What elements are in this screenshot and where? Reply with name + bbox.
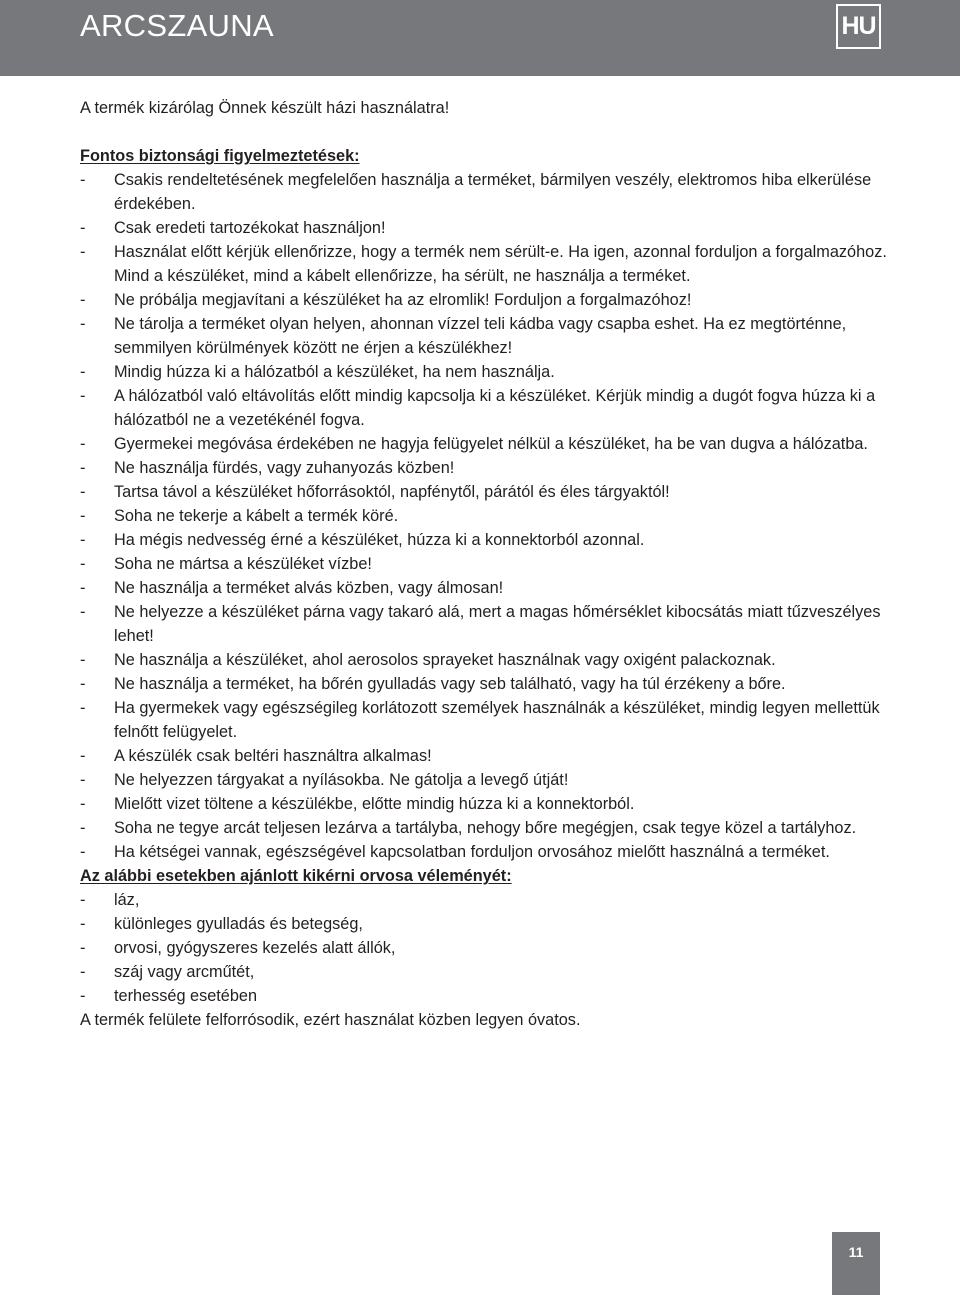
safety-warning-item-text: Soha ne tegye arcát teljesen lezárva a tartályba, nehogy bőre megégjen, csak tegye közel a tartályhoz. — [114, 819, 857, 837]
safety-warning-item-text: A készülék csak beltéri használtra alkalmas! — [114, 747, 432, 765]
list-dash-marker: - — [80, 675, 86, 693]
list-dash-marker: - — [80, 651, 86, 669]
page-number: 11 — [832, 1232, 880, 1295]
doctor-consult-item — [80, 888, 890, 912]
list-dash-marker: - — [80, 243, 86, 261]
doctor-heading: Az alábbi esetekben ajánlott kikérni orvosa véleményét: — [80, 867, 512, 885]
list-dash-marker: - — [80, 891, 86, 909]
list-dash-marker: - — [80, 915, 86, 933]
doctor-consult-item — [80, 984, 890, 1008]
list-dash-marker: - — [80, 555, 86, 573]
safety-warning-item — [80, 288, 890, 312]
doctor-consult-item-text: terhesség esetében — [114, 987, 258, 1005]
list-dash-marker: - — [80, 579, 86, 597]
doctor-consult-item-text: száj vagy arcműtét, — [114, 963, 255, 981]
doctor-consult-item-text: láz, — [114, 891, 140, 909]
safety-warning-item — [80, 168, 890, 216]
safety-warning-item-text: Ne használja a készüléket, ahol aerosolos sprayeket használnak vagy oxigént palackoznak. — [114, 651, 776, 669]
safety-warning-item-text: Ne helyezzen tárgyakat a nyílásokba. Ne gátolja a levegő útját! — [114, 771, 569, 789]
list-dash-marker: - — [80, 507, 86, 525]
safety-warning-item — [80, 240, 890, 288]
list-dash-marker: - — [80, 459, 86, 477]
language-badge — [836, 4, 881, 49]
safety-warning-item-text: Soha ne tekerje a kábelt a termék köré. — [114, 507, 399, 525]
safety-warning-item — [80, 816, 890, 840]
list-dash-marker: - — [80, 315, 86, 333]
safety-warning-item — [80, 384, 890, 432]
page-content — [80, 96, 890, 1032]
safety-warning-item — [80, 216, 890, 240]
doctor-consult-item — [80, 960, 890, 984]
safety-warning-item-text: Csak eredeti tartozékokat használjon! — [114, 219, 386, 237]
safety-warning-item-text: A hálózatból való eltávolítás előtt mindig kapcsolja ki a készüléket. Kérjük mindig a dugót fogva húzza ki a hálózatból ne a vezetékénél fogva. — [114, 387, 876, 429]
safety-warning-item — [80, 456, 890, 480]
safety-warning-item-text: Ha gyermekek vagy egészségileg korlátozott személyek használnák a készüléket, mindig legyen mellettük felnőtt felügyelet. — [114, 699, 880, 741]
safety-warning-item-text: Ne tárolja a terméket olyan helyen, ahonnan vízzel teli kádba vagy csapba eshet. Ha ez megtörténne, semmilyen körülmények között ne érjen a készülékhez! — [114, 315, 847, 357]
list-dash-marker: - — [80, 819, 86, 837]
list-dash-marker: - — [80, 795, 86, 813]
safety-warning-item — [80, 600, 890, 648]
list-dash-marker: - — [80, 939, 86, 957]
safety-warning-item — [80, 576, 890, 600]
safety-warning-item — [80, 552, 890, 576]
safety-warning-item — [80, 528, 890, 552]
safety-warning-item-text: Használat előtt kérjük ellenőrizze, hogy a termék nem sérült-e. Ha igen, azonnal forduljon a forgalmazóhoz. Mind a készüléket, mind a kábelt ellenőrizze, ha sérült, ne használja a terméket. — [114, 243, 887, 285]
list-dash-marker: - — [80, 219, 86, 237]
safety-warning-item — [80, 672, 890, 696]
list-dash-marker: - — [80, 435, 86, 453]
safety-warning-item — [80, 768, 890, 792]
doctor-consult-item-text: orvosi, gyógyszeres kezelés alatt állók, — [114, 939, 396, 957]
list-dash-marker: - — [80, 291, 86, 309]
safety-warning-item — [80, 648, 890, 672]
safety-warning-item-text: Ne használja a terméket, ha bőrén gyulladás vagy seb található, vagy ha túl érzékeny a bőre. — [114, 675, 786, 693]
list-dash-marker: - — [80, 963, 86, 981]
safety-warning-item-text: Gyermekei megóvása érdekében ne hagyja felügyelet nélkül a készüléket, ha be van dugva a hálózatba. — [114, 435, 868, 453]
list-dash-marker: - — [80, 363, 86, 381]
safety-warning-item — [80, 696, 890, 744]
safety-warnings-list — [80, 168, 890, 864]
safety-warning-item — [80, 792, 890, 816]
safety-warning-item-text: Soha ne mártsa a készüléket vízbe! — [114, 555, 372, 573]
doctor-consult-list — [80, 888, 890, 1008]
list-dash-marker: - — [80, 531, 86, 549]
page-header — [0, 0, 960, 76]
safety-warning-item-text: Ha mégis nedvesség érné a készüléket, húzza ki a konnektorból azonnal. — [114, 531, 645, 549]
page-title: ARCSZAUNA — [80, 8, 274, 43]
safety-warning-item — [80, 840, 890, 864]
safety-warning-item — [80, 744, 890, 768]
safety-warning-item-text: Tartsa távol a készüléket hőforrásoktól, napfénytől, párától és éles tárgyaktól! — [114, 483, 670, 501]
doctor-consult-item — [80, 912, 890, 936]
safety-warning-item-text: Ne használja fürdés, vagy zuhanyozás közben! — [114, 459, 455, 477]
hot-surface-note: A termék felülete felforrósodik, ezért használat közben legyen óvatos. — [80, 1011, 581, 1029]
safety-warning-item-text: Mindig húzza ki a hálózatból a készüléket, ha nem használja. — [114, 363, 555, 381]
safety-warning-item-text: Ne próbálja megjavítani a készüléket ha az elromlik! Forduljon a forgalmazóhoz! — [114, 291, 692, 309]
list-dash-marker: - — [80, 603, 86, 621]
safety-warning-item — [80, 312, 890, 360]
intro-text: A termék kizárólag Önnek készült házi használatra! — [80, 99, 450, 117]
list-dash-marker: - — [80, 843, 86, 861]
list-dash-marker: - — [80, 747, 86, 765]
safety-warning-item — [80, 504, 890, 528]
safety-warning-item — [80, 432, 890, 456]
language-badge-label: HU — [838, 6, 879, 47]
list-dash-marker: - — [80, 987, 86, 1005]
safety-warning-item-text: Ne használja a terméket alvás közben, vagy álmosan! — [114, 579, 504, 597]
doctor-consult-item — [80, 936, 890, 960]
doctor-consult-item-text: különleges gyulladás és betegség, — [114, 915, 363, 933]
safety-warning-item-text: Csakis rendeltetésének megfelelően használja a terméket, bármilyen veszély, elektromos hiba elkerülése érdekében. — [114, 171, 872, 213]
list-dash-marker: - — [80, 699, 86, 717]
safety-warning-item-text: Ne helyezze a készüléket párna vagy takaró alá, mert a magas hőmérséklet kibocsátás miatt tűzveszélyes lehet! — [114, 603, 881, 645]
safety-warning-item-text: Mielőtt vizet töltene a készülékbe, előtte mindig húzza ki a konnektorból. — [114, 795, 635, 813]
list-dash-marker: - — [80, 171, 86, 189]
safety-warning-item — [80, 480, 890, 504]
safety-warning-item-text: Ha kétségei vannak, egészségével kapcsolatban forduljon orvosához mielőtt használná a terméket. — [114, 843, 830, 861]
safety-warning-item — [80, 360, 890, 384]
list-dash-marker: - — [80, 387, 86, 405]
list-dash-marker: - — [80, 771, 86, 789]
list-dash-marker: - — [80, 483, 86, 501]
safety-heading: Fontos biztonsági figyelmeztetések: — [80, 147, 360, 165]
